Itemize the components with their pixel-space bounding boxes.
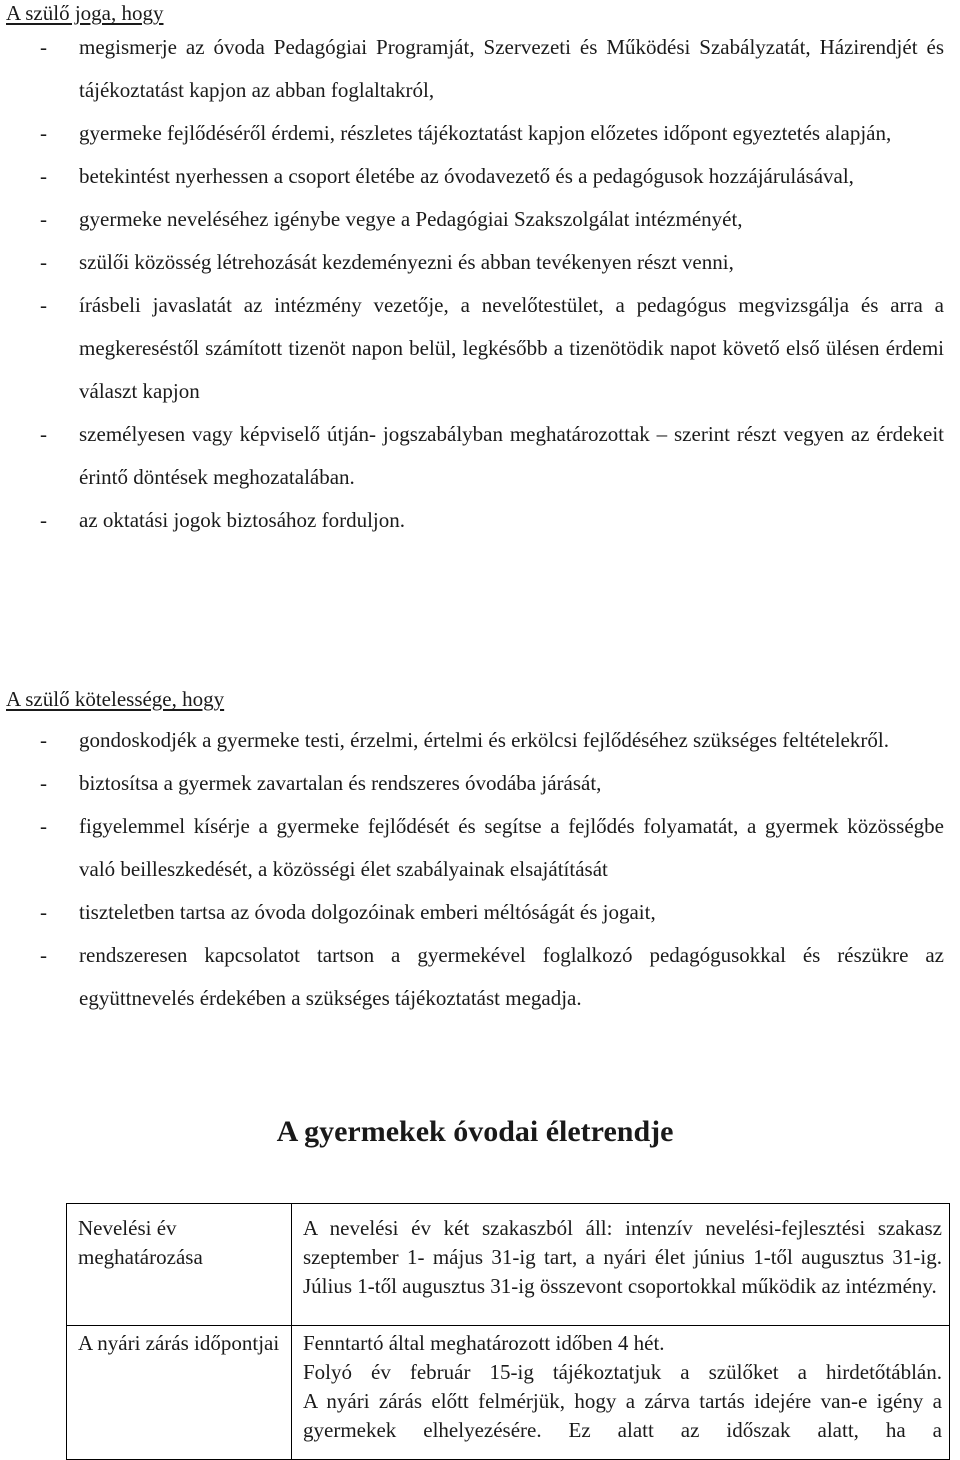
dash-bullet: - (40, 422, 47, 446)
list-item (0, 198, 944, 241)
list-item-text: az oktatási jogok biztosához forduljon. (79, 508, 406, 532)
row-content (292, 1326, 950, 1460)
dash-bullet: - (40, 508, 47, 532)
rights-list (0, 26, 944, 542)
section-title: A gyermekek óvodai életrendje (276, 1115, 674, 1148)
life-schedule-table (66, 1203, 950, 1460)
list-item-text: szülői közösség létrehozását kezdeményezni és abban tevékenyen részt venni, (79, 250, 734, 274)
dash-bullet: - (40, 250, 47, 274)
list-item-text: gyermeke fejlődéséről érdemi, részletes tájékoztatást kapjon előzetes időpont egyeztetés alapján, (79, 121, 892, 145)
list-item-text: gondoskodjék a gyermeke testi, érzelmi, értelmi és erkölcsi fejlődéséhez szükséges feltételekről. (79, 728, 889, 752)
list-item (0, 284, 944, 413)
table-row (67, 1204, 950, 1326)
row-text: Folyó év február 15-ig tájékoztatjuk a szülőket a hirdetőtáblán. (303, 1360, 942, 1384)
dash-bullet: - (40, 121, 47, 145)
row-label: Nevelési év meghatározása (67, 1204, 292, 1326)
dash-bullet: - (40, 728, 47, 752)
dash-bullet: - (40, 771, 47, 795)
list-item (0, 499, 944, 542)
row-text: A nevelési év két szakaszból áll: intenzív nevelési-fejlesztési szakasz szeptember 1- május 31-ig tart, a nyári élet június 1-től augusztus 31-ig. Július 1-től augusztus 31-ig összevont csoportokkal működik az intézmény. (303, 1216, 942, 1298)
list-item (0, 762, 944, 805)
dash-bullet: - (40, 900, 47, 924)
rights-heading: A szülő joga, hogy (6, 1, 164, 25)
dash-bullet: - (40, 293, 47, 317)
list-item (0, 112, 944, 155)
list-item (0, 413, 944, 499)
dash-bullet: - (40, 35, 47, 59)
list-item-text: írásbeli javaslatát az intézmény vezetője, a nevelőtestület, a pedagógus megvizsgálja és arra a megkereséstől számított tizenöt napon belül, legkésőbb a tizenötödik napot követő első ülésen érdemi választ kapjon (79, 293, 944, 403)
list-item-text: figyelemmel kísérje a gyermeke fejlődését és segítse a fejlődés folyamatát, a gyermek közösségbe való beilleszkedését, a közösségi élet szabályainak elsajátítását (79, 814, 944, 881)
list-item-text: biztosítsa a gyermek zavartalan és rendszeres óvodába járását, (79, 771, 602, 795)
list-item (0, 155, 944, 198)
dash-bullet: - (40, 943, 47, 967)
list-item (0, 719, 944, 762)
row-content (292, 1204, 950, 1326)
list-item-text: gyermeke neveléséhez igénybe vegye a Pedagógiai Szakszolgálat intézményét, (79, 207, 743, 231)
list-item-text: betekintést nyerhessen a csoport életébe az óvodavezető és a pedagógusok hozzájárulásával, (79, 164, 854, 188)
table-row (67, 1326, 950, 1460)
list-item-text: rendszeresen kapcsolatot tartson a gyermekével foglalkozó pedagógusokkal és részükre az együttnevelés érdekében a szükséges tájékoztatást megadja. (79, 943, 944, 1010)
dash-bullet: - (40, 164, 47, 188)
dash-bullet: - (40, 814, 47, 838)
row-text: A nyári zárás előtt felmérjük, hogy a zárva tartás idejére van-e igény a gyermekek elhelyezésére. Ez alatt az időszak alatt, ha a (303, 1389, 942, 1442)
duties-list (0, 719, 944, 1020)
list-item (0, 805, 944, 891)
row-text: Fenntartó által meghatározott időben 4 hét. (303, 1331, 665, 1355)
duties-heading: A szülő kötelessége, hogy (6, 687, 225, 711)
dash-bullet: - (40, 207, 47, 231)
list-item (0, 891, 944, 934)
list-item (0, 26, 944, 112)
row-label: A nyári zárás időpontjai (67, 1326, 292, 1460)
list-item-text: megismerje az óvoda Pedagógiai Programját, Szervezeti és Működési Szabályzatát, Házirendjét és tájékoztatást kapjon az abban foglaltakról, (79, 35, 944, 102)
list-item (0, 241, 944, 284)
list-item-text: tiszteletben tartsa az óvoda dolgozóinak emberi méltóságát és jogait, (79, 900, 656, 924)
list-item-text: személyesen vagy képviselő útján- jogszabályban meghatározottak – szerint részt vegyen az érdekeit érintő döntések meghozatalában. (79, 422, 944, 489)
list-item (0, 934, 944, 1020)
